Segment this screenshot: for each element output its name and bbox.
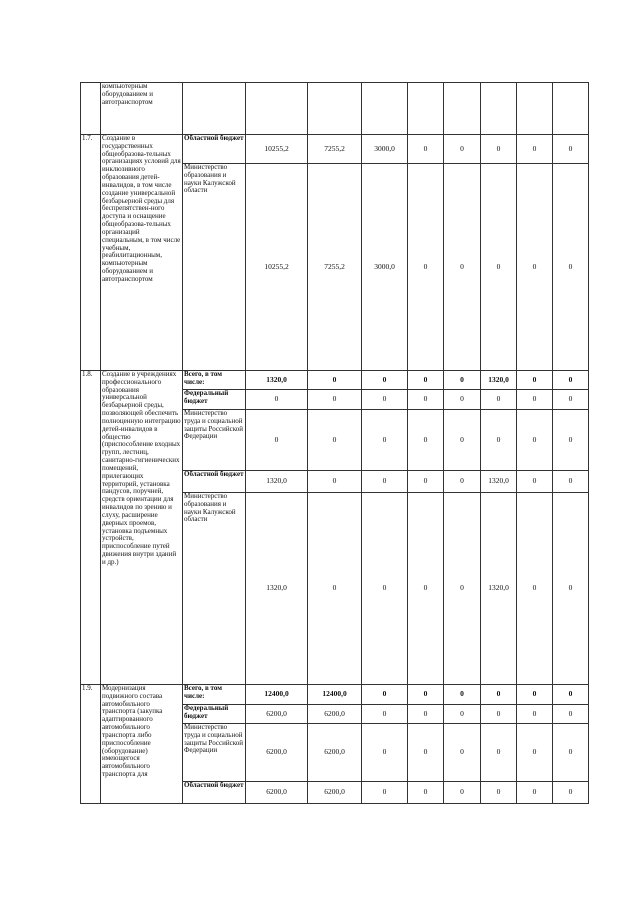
value-cell: 0 (408, 390, 444, 410)
value-cell: 0 (517, 724, 553, 782)
value-cell: 0 (408, 705, 444, 724)
value-cell: 0 (481, 390, 517, 410)
value-cell: 0 (444, 371, 481, 390)
item-description (101, 685, 183, 804)
value-cell: 0 (517, 135, 553, 164)
value-cell: 6200,0 (308, 705, 362, 724)
funding-source: Областной бюджет (183, 135, 246, 164)
value-cell: 10255,2 (246, 135, 308, 164)
value-cell: 0 (517, 782, 553, 804)
table-row (81, 371, 589, 390)
funding-source (183, 83, 246, 135)
funding-source: Министерство образования и науки Калужской области (183, 164, 246, 371)
value-cell: 0 (517, 471, 553, 493)
value-cell: 0 (362, 493, 408, 685)
value-cell: 0 (308, 493, 362, 685)
value-cell: 0 (517, 371, 553, 390)
value-cell: 0 (362, 705, 408, 724)
funding-source: Министерство труда и социальной защиты Российской Федерации (183, 724, 246, 782)
value-cell: 0 (408, 724, 444, 782)
value-cell: 6200,0 (246, 724, 308, 782)
value-cell: 1320,0 (246, 471, 308, 493)
value-cell: 0 (553, 135, 589, 164)
value-cell: 0 (246, 390, 308, 410)
value-cell (308, 83, 362, 135)
value-cell: 0 (517, 390, 553, 410)
value-cell: 12400,0 (308, 685, 362, 705)
value-cell: 0 (444, 390, 481, 410)
value-cell: 0 (308, 471, 362, 493)
value-cell: 0 (362, 371, 408, 390)
value-cell: 0 (444, 164, 481, 371)
value-cell: 0 (553, 410, 589, 471)
value-cell: 6200,0 (308, 782, 362, 804)
value-cell (444, 83, 481, 135)
value-cell: 0 (481, 705, 517, 724)
value-cell: 0 (362, 724, 408, 782)
value-cell (362, 83, 408, 135)
value-cell (408, 83, 444, 135)
value-cell: 0 (553, 724, 589, 782)
funding-source: Всего, в том числе: (183, 371, 246, 390)
value-cell: 0 (481, 410, 517, 471)
table-row (81, 83, 589, 135)
value-cell: 0 (553, 371, 589, 390)
value-cell: 7255,2 (308, 135, 362, 164)
value-cell: 0 (553, 390, 589, 410)
value-cell: 0 (481, 724, 517, 782)
value-cell: 1320,0 (246, 371, 308, 390)
value-cell: 0 (308, 410, 362, 471)
value-cell: 0 (408, 782, 444, 804)
value-cell: 3000,0 (362, 135, 408, 164)
value-cell: 0 (362, 471, 408, 493)
item-number: 1.8. (81, 371, 101, 685)
funding-source: Областной бюджет (183, 471, 246, 493)
value-cell: 0 (553, 782, 589, 804)
value-cell: 0 (444, 705, 481, 724)
value-cell (517, 83, 553, 135)
value-cell: 0 (481, 685, 517, 705)
value-cell: 0 (408, 410, 444, 471)
item-description: компьютерным оборудованием и автотранспортом (101, 83, 183, 135)
item-description-text: Модернизация подвижного состава автомобильного транспорта (закупка адаптированного автомобильного транспорта либо приспособление (оборудование) имеющегося автомобильного транспорта для (102, 685, 163, 779)
funding-source: Министерство труда и социальной защиты Российской Федерации (183, 410, 246, 471)
value-cell: 0 (517, 493, 553, 685)
value-cell: 0 (517, 705, 553, 724)
value-cell: 0 (553, 493, 589, 685)
value-cell: 0 (553, 164, 589, 371)
table-row (81, 685, 589, 705)
funding-source: Областной бюджет (183, 782, 246, 804)
value-cell: 12400,0 (246, 685, 308, 705)
value-cell: 0 (444, 135, 481, 164)
value-cell: 0 (408, 371, 444, 390)
value-cell: 0 (517, 410, 553, 471)
value-cell (246, 83, 308, 135)
funding-source: Всего, в том числе: (183, 685, 246, 705)
value-cell: 0 (444, 493, 481, 685)
value-cell: 0 (362, 410, 408, 471)
value-cell: 0 (444, 410, 481, 471)
value-cell: 0 (362, 390, 408, 410)
value-cell: 0 (444, 782, 481, 804)
value-cell: 0 (553, 471, 589, 493)
value-cell: 0 (308, 371, 362, 390)
value-cell: 1320,0 (481, 493, 517, 685)
value-cell: 0 (408, 135, 444, 164)
value-cell (481, 83, 517, 135)
value-cell: 0 (517, 164, 553, 371)
value-cell: 0 (481, 164, 517, 371)
value-cell: 10255,2 (246, 164, 308, 371)
value-cell: 0 (362, 685, 408, 705)
value-cell: 1320,0 (481, 471, 517, 493)
table-row (81, 135, 589, 164)
value-cell: 0 (408, 471, 444, 493)
value-cell: 0 (444, 685, 481, 705)
value-cell: 0 (408, 685, 444, 705)
item-number (81, 83, 101, 135)
value-cell: 0 (408, 493, 444, 685)
value-cell: 0 (481, 782, 517, 804)
value-cell: 6200,0 (246, 782, 308, 804)
value-cell: 6200,0 (246, 705, 308, 724)
value-cell (553, 83, 589, 135)
value-cell: 0 (553, 685, 589, 705)
value-cell: 0 (362, 782, 408, 804)
value-cell: 0 (517, 685, 553, 705)
value-cell: 6200,0 (308, 724, 362, 782)
value-cell: 7255,2 (308, 164, 362, 371)
value-cell: 0 (246, 410, 308, 471)
value-cell: 3000,0 (362, 164, 408, 371)
funding-source: Федеральный бюджет (183, 390, 246, 410)
value-cell: 0 (553, 705, 589, 724)
item-description: Создание в государственных общеобразова-тельных организациях условий для инклюзивного образования детей-инвалидов, в том числе создание универсальной безбарьерной среды для беспрепятствен-ного доступа и оснащение общеобразова-тельных организаций специальным, в том числе учебным, реабилитационным, компьютерным оборудованием и автотранспортом (101, 135, 183, 371)
value-cell: 1320,0 (481, 371, 517, 390)
value-cell: 0 (308, 390, 362, 410)
item-number: 1.7. (81, 135, 101, 371)
value-cell: 0 (408, 164, 444, 371)
value-cell: 0 (444, 471, 481, 493)
value-cell: 0 (481, 135, 517, 164)
budget-table (80, 82, 589, 804)
item-number: 1.9. (81, 685, 101, 804)
value-cell: 0 (444, 724, 481, 782)
funding-source: Федеральный бюджет (183, 705, 246, 724)
item-description: Создание в учреждениях профессионального образования универсальной безбарьерной среды, позволяющей обеспечить полноценную интеграцию детей-инвалидов в общество (приспособление входных групп, лестниц, санитарно-гигиенических помещений, прилегающих территорий, установка пандусов, поручней, средств ориентации для инвалидов по зрению и слуху, расширение дверных проемов, установка подъемных устройств, приспособление путей движения внутри зданий и др.) (101, 371, 183, 685)
funding-source: Министерство образования и науки Калужской области (183, 493, 246, 685)
value-cell: 1320,0 (246, 493, 308, 685)
